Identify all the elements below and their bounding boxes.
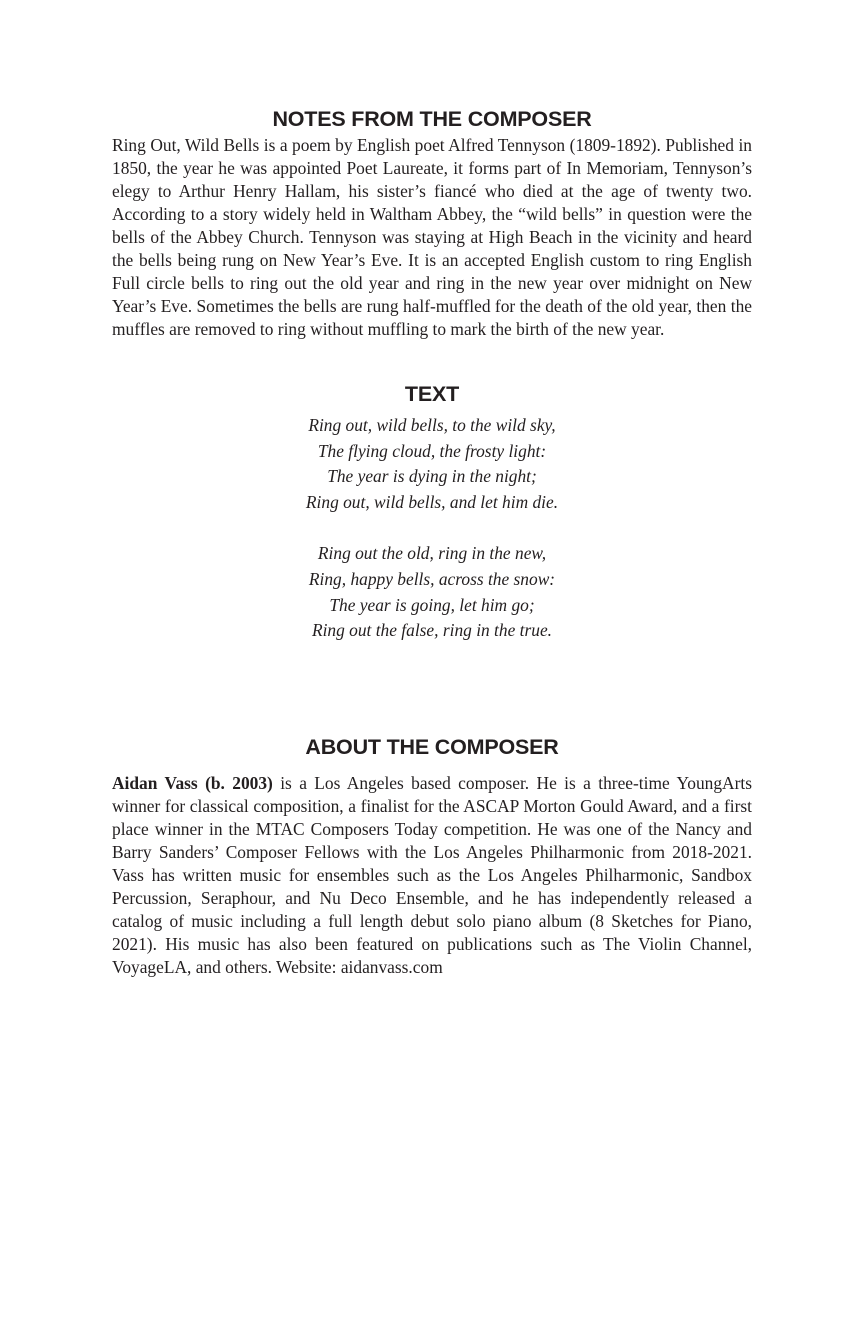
about-paragraph xyxy=(112,772,752,979)
text-heading: TEXT xyxy=(404,382,460,406)
poem-line: Ring out, wild bells, to the wild sky, xyxy=(308,415,556,435)
notes-paragraph: Ring Out, Wild Bells is a poem by English poet Alfred Tennyson (1809-1892). Published in 1850, the year he was appointed Poet Laureate, it forms part of In Memoriam, Tennyson’s elegy to Arthur Henry Hallam, his sister’s fiancé who died at the age of twenty two. According to a story widely held in Waltham Abbey, the “wild bells” in question were the bells of the Abbey Church. Tennyson was staying at High Beach in the vicinity and heard the bells being rung on New Year’s Eve. It is an accepted English custom to ring English Full circle bells to ring out the old year and ring in the new year over midnight on New Year’s Eve. Sometimes the bells are rung half-muffled for the death of the old year, then the muffles are removed to ring without muffling to mark the birth of the new year. xyxy=(112,135,752,339)
poem-line: Ring out the false, ring in the true. xyxy=(311,620,553,641)
poem-line: The year is dying in the night; xyxy=(327,466,537,487)
notes-heading: NOTES FROM THE COMPOSER xyxy=(272,107,592,131)
poem-stanza-2 xyxy=(112,541,752,643)
poem-line: Ring out, wild bells, and let him die. xyxy=(305,491,559,512)
poem-line: Ring out the old, ring in the new, xyxy=(317,543,547,564)
about-heading: ABOUT THE COMPOSER xyxy=(305,734,559,759)
poem-line: The flying cloud, the frosty light: xyxy=(317,440,547,461)
poem-line: Ring, happy bells, across the snow: xyxy=(308,568,556,589)
program-notes-page xyxy=(112,104,752,979)
about-body-text: is a Los Angeles based composer. He is a three-time YoungArts winner for classical composition, a finalist for the ASCAP Morton Gould Award, and a first place winner in the MTAC Composers Today competition. He was one of the Nancy and Barry Sanders’ Composer Fellows with the Los Angeles Philharmonic from 2018-2021. Vass has written music for ensembles such as the Los Angeles Philharmonic, Sandbox Percussion, Seraphour, and Nu Deco Ensemble, and he has independently released a catalog of music including a full length debut solo piano album (8 Sketches for Piano, 2021). His music has also been featured on publications such as The Violin Channel, VoyageLA, and others. Website: aidanvass.com xyxy=(112,772,753,977)
poem-stanza-1 xyxy=(112,413,752,515)
composer-name: Aidan Vass (b. 2003) xyxy=(112,772,273,793)
poem-line: The year is going, let him go; xyxy=(329,594,535,615)
